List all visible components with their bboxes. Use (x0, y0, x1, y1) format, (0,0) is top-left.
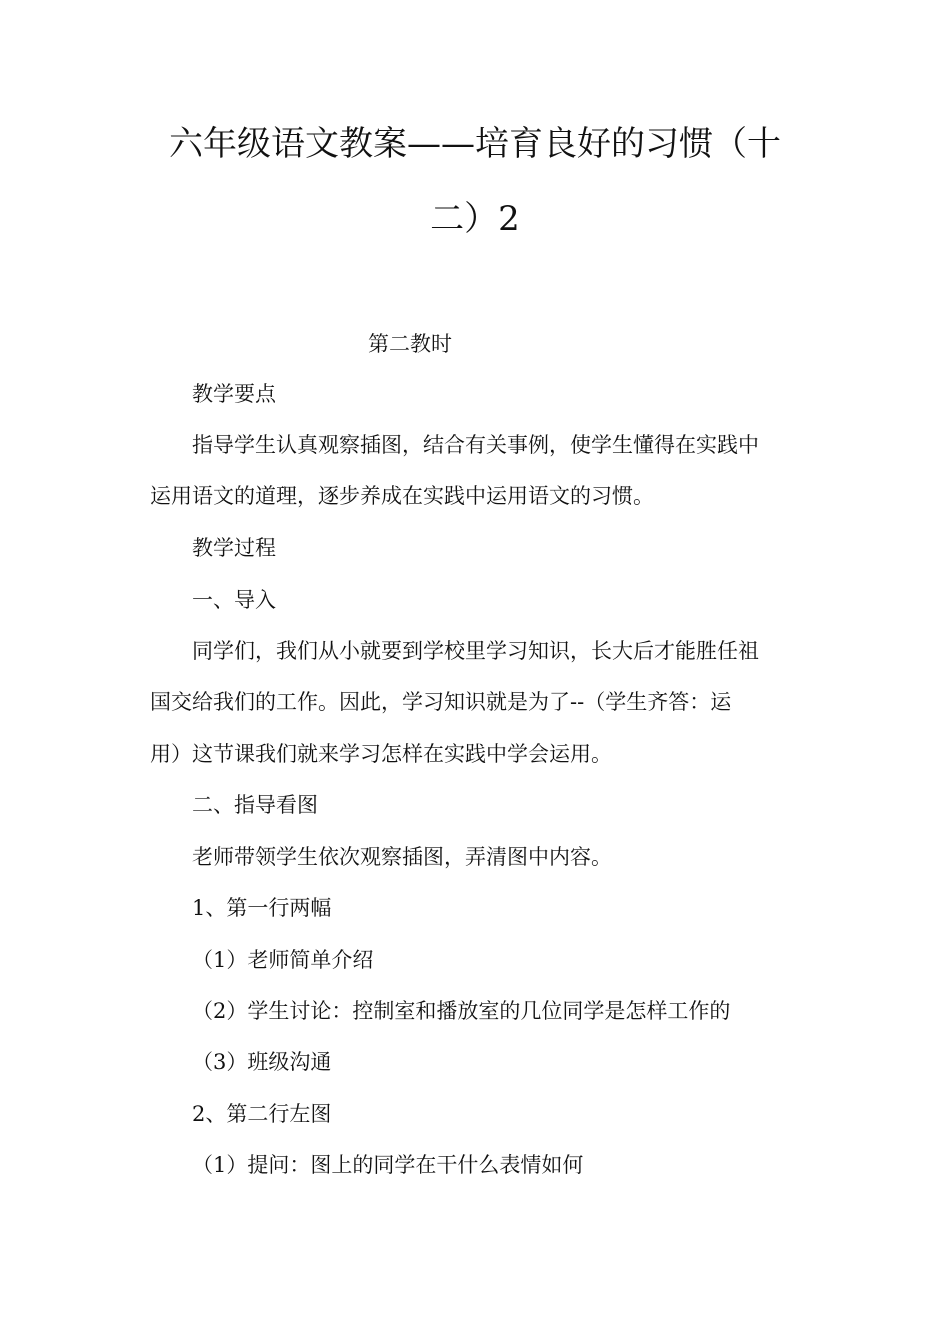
list-item: 2、第二行左图 (192, 1102, 332, 1126)
section-heading-teaching-process: 教学过程 (192, 536, 276, 560)
section-heading-teaching-points: 教学要点 (192, 382, 276, 406)
list-item: （2）学生讨论：控制室和播放室的几位同学是怎样工作的 (192, 999, 731, 1023)
section-heading-introduction: 一、导入 (192, 588, 276, 612)
document-title-line-2: 二）2 (430, 199, 520, 239)
paragraph-line: 指导学生认真观察插图，结合有关事例，使学生懂得在实践中 (192, 433, 759, 457)
paragraph-line: 用）这节课我们就来学习怎样在实践中学会运用。 (150, 742, 612, 766)
section-heading-guide-viewing: 二、指导看图 (192, 793, 318, 817)
list-item: 1、第一行两幅 (192, 896, 332, 920)
lesson-period-heading: 第二教时 (368, 332, 452, 356)
list-item: （3）班级沟通 (192, 1050, 332, 1074)
paragraph-line: 国交给我们的工作。因此，学习知识就是为了--（学生齐答：运 (150, 690, 732, 714)
paragraph-line: 老师带领学生依次观察插图，弄清图中内容。 (192, 845, 612, 869)
list-item: （1）老师简单介绍 (192, 948, 374, 972)
paragraph-line: 同学们，我们从小就要到学校里学习知识，长大后才能胜任祖 (192, 639, 759, 663)
paragraph-line: 运用语文的道理，逐步养成在实践中运用语文的习惯。 (150, 484, 654, 508)
list-item: （1）提问：图上的同学在干什么表情如何 (192, 1153, 584, 1177)
document-title-line-1: 六年级语文教案——培育良好的习惯（十 (169, 124, 781, 164)
